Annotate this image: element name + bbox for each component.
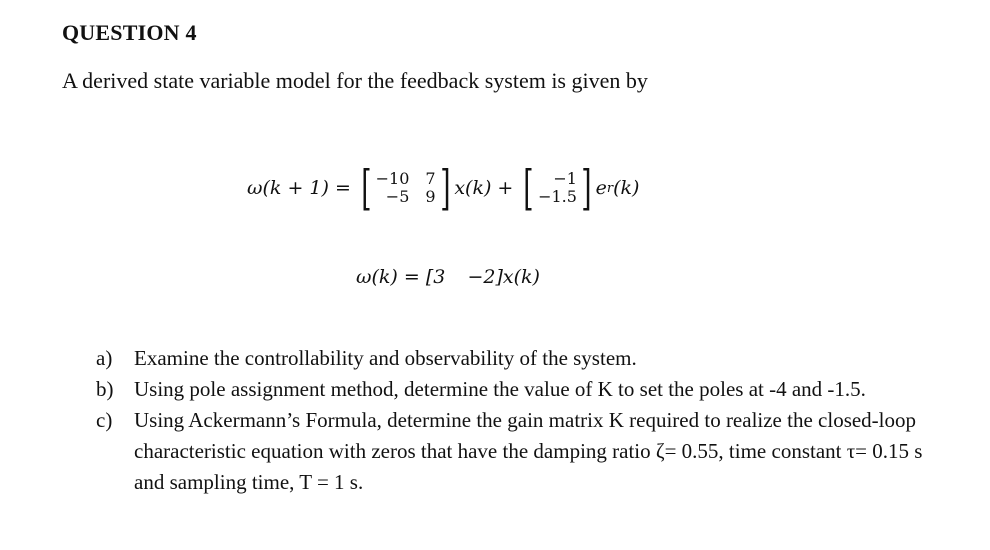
matrix-a-cell: −10 xyxy=(375,169,410,188)
output-equation-rhs: −2]x(k) xyxy=(467,266,540,288)
question-parts xyxy=(96,343,954,498)
part-text: Examine the controllability and observability of the system. xyxy=(134,346,637,370)
list-item xyxy=(96,405,954,498)
matrix-a-right-bracket: ] xyxy=(439,160,451,216)
vector-b-cell: −1 xyxy=(553,169,577,188)
state-equation xyxy=(247,160,639,216)
vector-b xyxy=(538,170,577,206)
list-item xyxy=(96,343,954,374)
vector-b-left-bracket: [ xyxy=(523,160,534,216)
state-term: x(k) + xyxy=(454,177,514,199)
matrix-a-cell: 7 xyxy=(425,169,436,188)
list-item xyxy=(96,374,954,405)
input-subscript: r xyxy=(606,180,614,196)
part-text: Using pole assignment method, determine the value of K to set the poles at -4 and -1.5. xyxy=(134,377,866,401)
matrix-a-cell: 9 xyxy=(425,187,436,206)
part-letter: a) xyxy=(96,346,113,370)
matrix-a xyxy=(376,170,436,206)
state-equation-lhs: ω(k + 1) = xyxy=(247,177,351,199)
input-argument: (k) xyxy=(613,177,640,199)
output-equation xyxy=(356,266,540,288)
vector-b-right-bracket: ] xyxy=(581,160,592,216)
vector-b-cell: −1.5 xyxy=(538,187,577,206)
part-letter: b) xyxy=(96,377,114,401)
question-intro: A derived state variable model for the feedback system is given by xyxy=(62,68,648,93)
output-equation-lhs: ω(k) = [3 xyxy=(356,266,446,288)
matrix-a-cell: −5 xyxy=(385,187,410,206)
matrix-a-left-bracket: [ xyxy=(361,160,372,216)
input-symbol: e xyxy=(595,177,607,199)
part-letter: c) xyxy=(96,408,113,432)
part-text: Using Ackermann’s Formula, determine the gain matrix K required to realize the closed-loop characteristic equation with zeros that have the damping ratio ζ= 0.55, time constant τ= 0.15 s and sampling time, T = 1 s. xyxy=(134,408,923,494)
question-heading: QUESTION 4 xyxy=(62,20,197,45)
